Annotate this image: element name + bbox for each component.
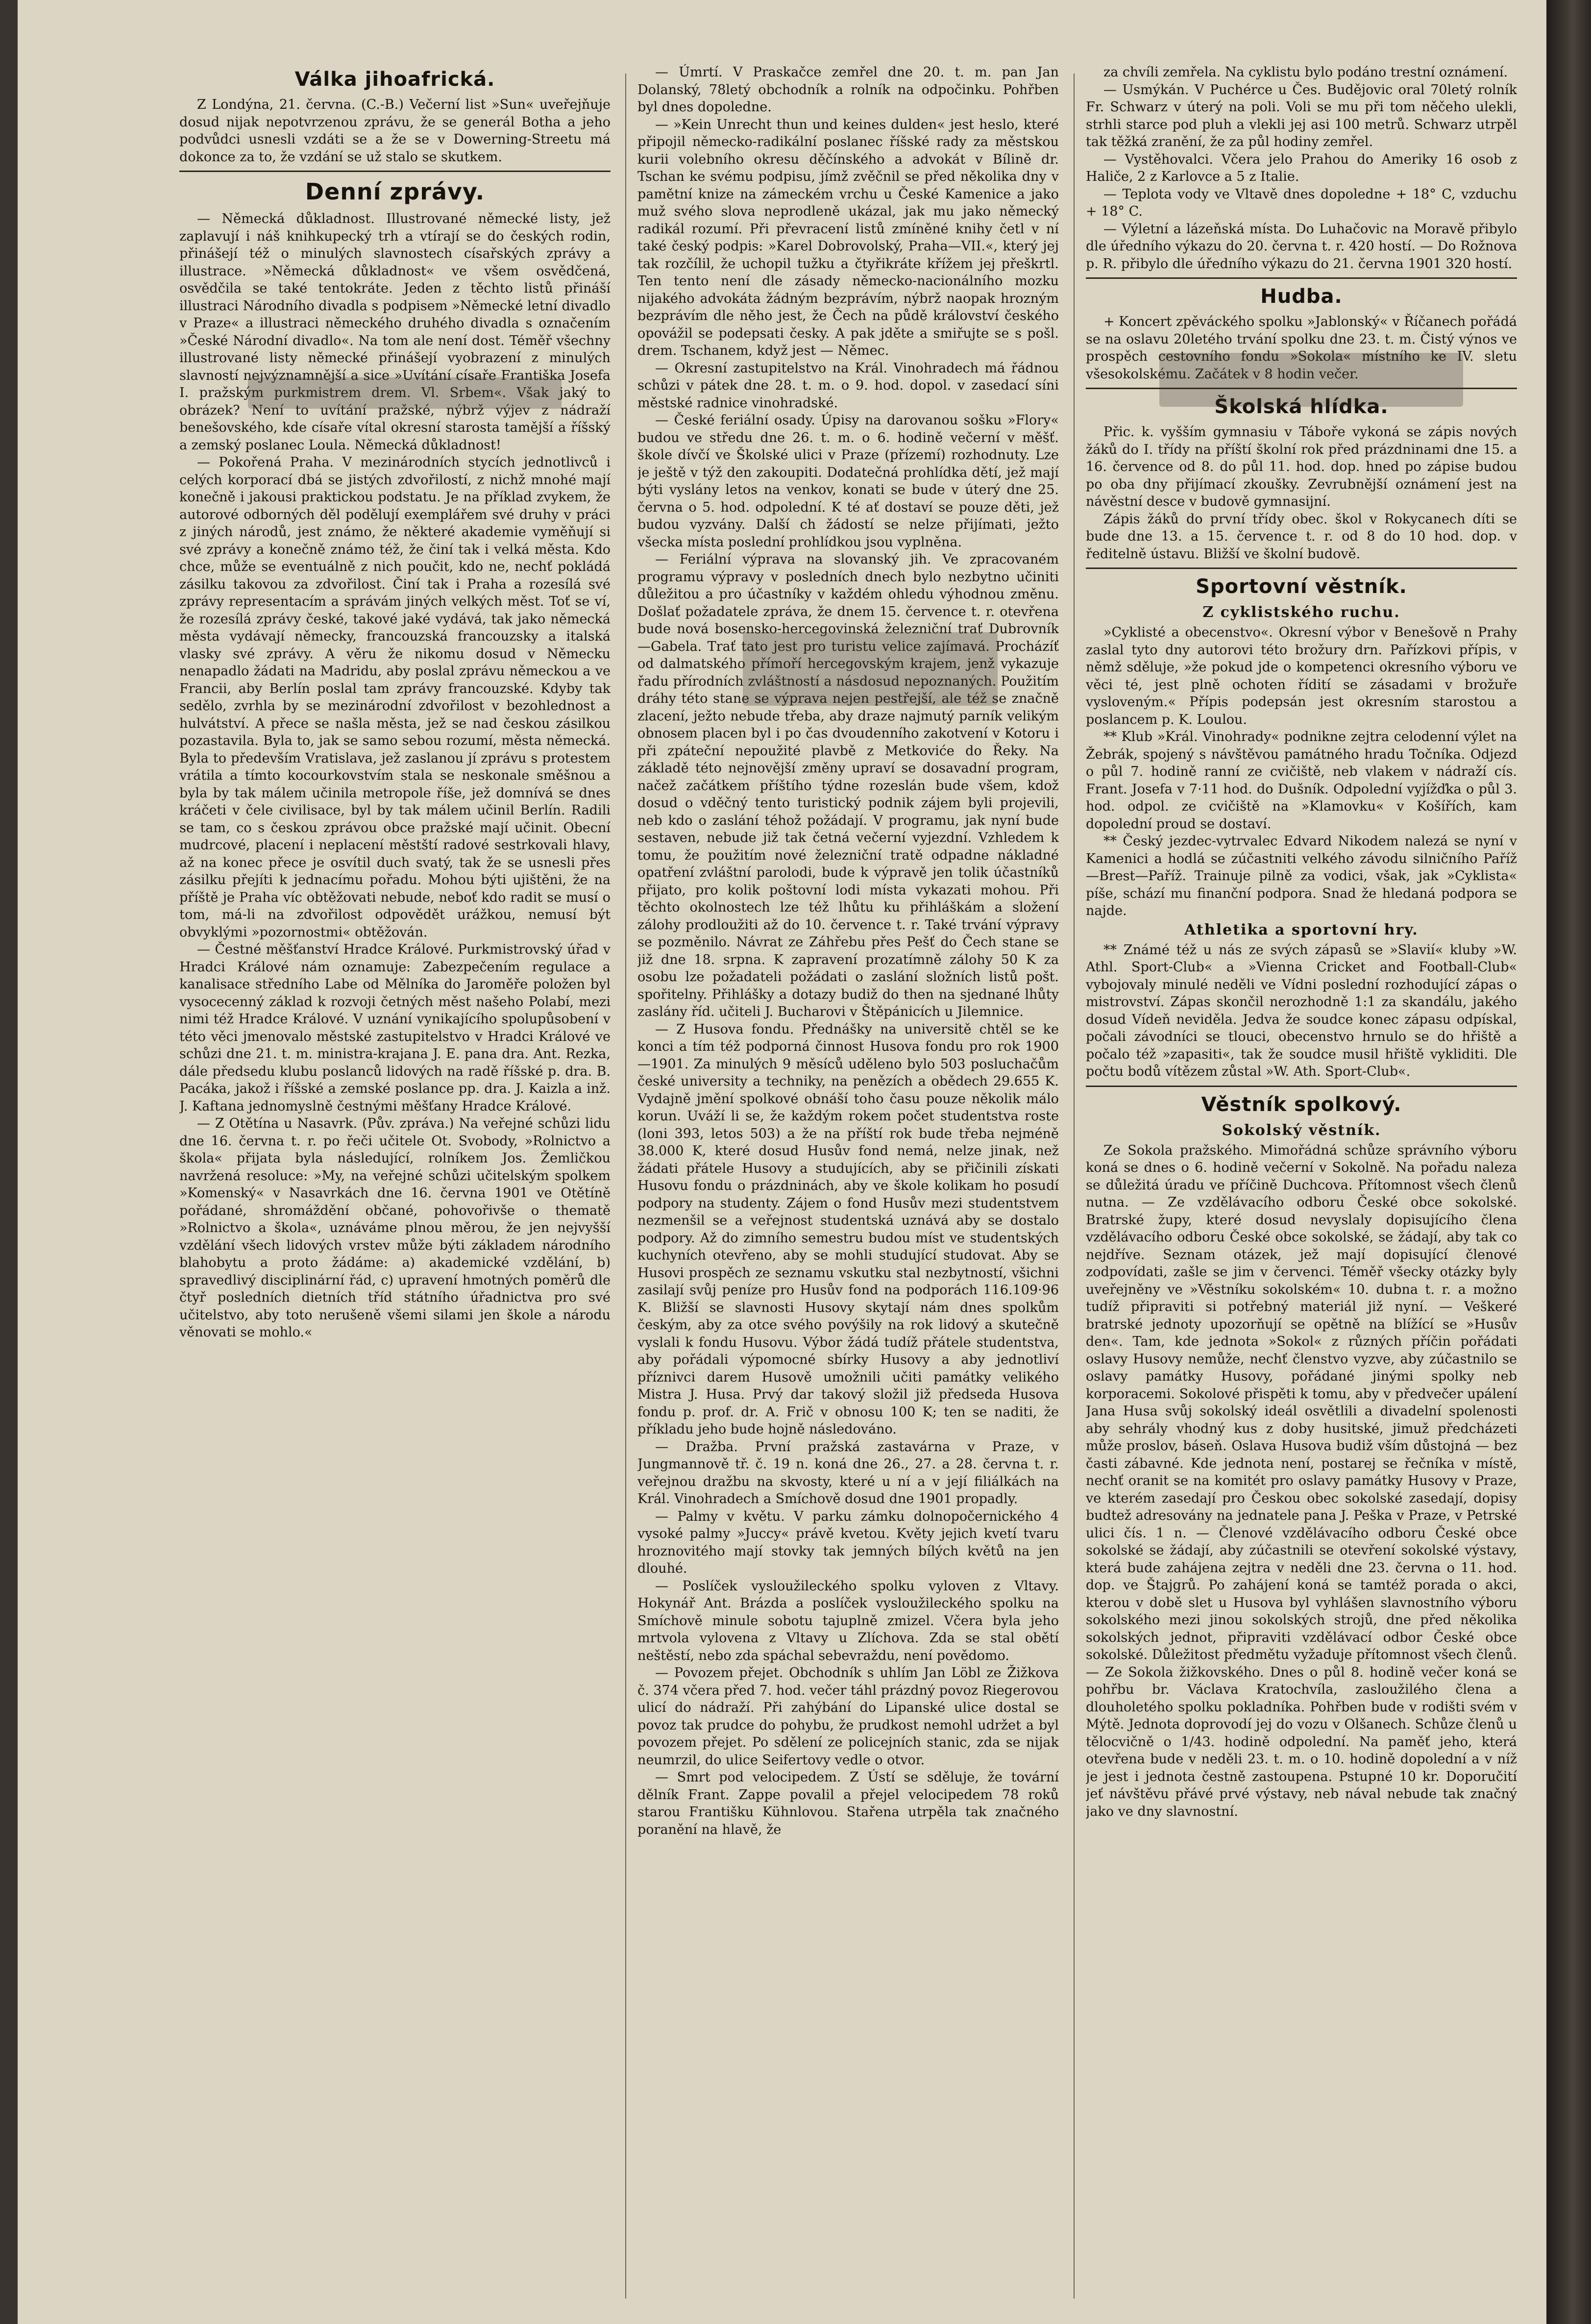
article-german-thoroughness: — Německá důkladnost. Illustrované německé listy, jež zaplavují i náš knihkupecký trh a vtírají se do českých rodin, přinášejí též o minulých slavnostech císařských zprávy a illustrace. »Německá důkladnost« ve všem osvědčená, osvědčila se také tentokráte. Jeden z těchto listů přináší illustraci Národního divadla s podpisem »Německé letní divadlo v Praze« a illustraci německého druhého divadla s označením »České Národní divadlo«. Na tom ale není dost. Téměř všechny illustrované listy německé přinášejí vyobrazení z minulých slavností nejvýznamnější a sice »Uvítání císaře Františka Josefa I. pražským purkmistrem drem. Vl. Srbem«. Však jaký to obrázek? Není to uvítání pražské, nýbrž výjev z nádraží benešovského, kde císaře vítal okresní starosta tamější a říšský a zemský poslanec Loula. Německá důkladnost! [179,211,611,453]
article-holiday-colonies: — České feriální osady. Úpisy na darovanou sošku »Flory« budou ve středu dne 26. t. m. o 6. hodině večerní v měšť. škole dívčí ve Školské ulici v Praze (přízemí) rozhodnuty. Lze je ještě v týž den zakoupiti. Dodatečná prohlídka dětí, jež mají býti vyslány letos na venkov, konati se bude v úterý dne 25. června o 5. hod. odpolední. K té ať dostaví se pouze děti, jež budou vyzvány. Další ch žádostí se nelze přijímati, ježto všecka místa poslední prohlídkou jsou vyplněna. [637,413,1059,550]
article-concert: + Koncert zpěváckého spolku »Jablonský« v Říčanech pořádá se na oslavu 20letého trvání spolku dne 23. t. m. Čistý výnos ve prospěch cestovního fondu »Sokola« místního ke IV. sletu všesokolskému. Začátek v 8 hodin večer. [1086,314,1517,382]
section-title-associations: Věstník spolkový. [1201,1093,1402,1116]
article-rokycany: Zápis žáků do první třídy obec. škol v Rokycanech díti se bude dne 13. a 15. července t. r. od 8 do 10 hod. dop. v ředitelně ústavu. Bližší ve školní budově. [1086,511,1517,562]
article-spa-places: — Výletní a lázeňská místa. Do Luhačovic na Moravě přibylo dle úředního výkazu do 20. června t. r. 420 hostí. — Do Rožnova p. R. přibylo dle úředního výkazu do 21. června 1901 320 hostí. [1086,221,1517,272]
subsection-athletics: Athletika a sportovní hry. [1184,921,1419,939]
ink-smudge [248,377,562,409]
article-dragged: — Usmýkán. V Puchérce u Čes. Budějovic oral 70letý rolník Fr. Schwarz v úterý na poli. Voli se mu při tom něčeho ulekli, strhli starce pod pluh a vlekli jej asi 100 metrů. Schwarz utrpěl tak těžká zranění, že za půl hodiny zemřel. [1086,82,1517,149]
subsection-cycling: Z cyklistského ruchu. [1202,604,1400,621]
article-hradec-kralove: — Čestné měšťanství Hradce Králové. Purkmistrovský úřad v Hradci Králové nám oznamuje: Zabezpečením regulace a kanalisace středního Labe od Mělníka do Jaroměře položen byl vysocecenný základ k rozvoji četných měst našeho Polabí, mezi nimi též Hradce Králové. V uznání vynikajícího spolupůsobení v této věci jmenovalo městské zastupitelstvo v Hradci Králové ve schůzi dne 21. t. m. ministra-krajana J. E. pana dra. Ant. Rezka, dále předsedu klubu poslanců lidových na radě říšské p. dra. B. Pacáka, jakož i říšské a zemské poslance pp. dra. J. Kaizla a inž. J. Kaftana jednomyslně čestnými měšťany Hradce Králové. [179,942,611,1114]
article-hus-fund: — Z Husova fondu. Přednášky na universitě chtěl se ke konci a tím též podporná činnost Husova fondu pro rok 1900—1901. Za minulých 9 měsíců uděleno bylo 503 posluchačům české university a techniky, na penězích a obědech 29.655 K. Vydajně jmění spolkové obnáší toho času pouze několik málo korun. Uváží li se, že každým rokem počet studentstva roste (loni 393, letos 503) a že na příští rok bude třeba nejméně 38.000 K, které dosud Husův fond nemá, nelze jinak, než žádati přátele Husovy a studujících, aby se přičinili získati Husovu fondu o prázdninách, aby ve škole kolikam ho posudí podpory na studenty. Zájem o fond Husův mezi studentstvem nezmenšil se a veřejnost studentská uznává aby se dostalo podpory. Až do zimního semestru budou míst ve studentských kuchyních otevřeno, aby se mohli studující studovat. Aby se Husovi prospěch ze seznamu vskutku stal nezbytností, všichni zasilají svůj peníze pro Husův fond na podporách 116.109·96 K. Bližší se slavnosti Husovy skytají nám dnes spolkům českým, aby za otce svého povýšily na rok lidový a skutečně vyslali k fondu Husovu. Výbor žádá tudíž přátele studentstva, aby pořádali výpomocné sbírky Husovy a aby jednotliví příznivci darem Husově umožnili učiti památky velikého Mistra J. Husa. Prvý dar takový složil již předseda Husova fondu p. prof. dr. A. Frič v obnosu 100 K; ten se naditi, že příkladu jeho bude hojně následováno. [637,1021,1059,1437]
section-divider [1086,1086,1517,1087]
article-messenger: — Poslíček vysloužileckého spolku vyloven z Vltavy. Hokynář Ant. Brázda a poslíček vysloužileckého spolku na Smíchově minule sobotu tajuplně zmizel. Včera byla jeho mrtvola vylovena z Vltavy u Zlíchova. Zda se stal obětí neštěstí, nebo zda spáchal sebevraždu, není povědomo. [637,1578,1059,1663]
column-rule [1074,74,1075,2299]
article-continued: za chvíli zemřela. Na cyklistu bylo podáno trestní oznámení. [1103,65,1508,80]
article-temperature: — Teplota vody ve Vltavě dnes dopoledne + 18° C, vzduchu + 18° C. [1086,186,1517,219]
article-london: Z Londýna, 21. června. (C.-B.) Večerní list »Sun« uveřejňuje dosud nijak nepotvrzenou zprávu, že se generál Botha a jeho podvůdci usnesli vzdáti se a že se v Dowerning-Streetu má dokonce za to, že vzdání se už stalo se skutkem. [179,97,611,165]
article-football: ** Známé též u nás ze svých zápasů se »Slavií« kluby »W. Athl. Sport-Club« a »Vienna Cricket and Football-Club« vybojovaly minulé neděli ve Vídni poslední rozhodující zápas o mistrovství. Zápas skončil nerozhodně 1:1 za skandálu, jakého dosud Vídeň neviděla. Jedva že soudce konec zápasu odpískal, počali závodníci se tlouci, obecenstvo hrnulo se do hřiště a počalo též »zapasiti«, tak že soudce musil hřiště vykliditi. Dle počtu bodů vítězem zůstal »W. Ath. Sport-Club«. [1086,942,1517,1079]
section-title-school: Školská hlídka. [1214,396,1389,418]
newspaper-page [18,0,1546,2324]
article-kein-unrecht: — »Kein Unrecht thun und keines dulden« jest heslo, které připojil německo-radikální poslanec říšské rady za městskou kurii volebního okresu děčínského a advokát v Bílině dr. Tschan ke svému podpisu, jímž zvěčnil se před několika dny v pamětní knize na zámeckém vrchu u České Kamenice a jako muž svého slova neprodleně ukázal, jak mu jako německý radikál rozumí. Při převracení listů zmíněné knihy četl v ní také český podpis: »Karel Dobrovolský, Praha—VII.«, který jej tak rozčílil, že uchopil tužku a čtyřikráte křížem jej přeškrtl. Ten tento není dle zásady německo-nacionálního mozku nijakého advokáta žádným bezprávím, nýbrž naopak hrozným bezprávím dle něho jest, že Čech na půdě království českého opovážil se podepsati česky. A pak jděte a smiřujte se s pošl. drem. Tschanem, když jest — Němec. [637,117,1059,358]
article-district-council: — Okresní zastupitelstvo na Král. Vinohradech má řádnou schůzi v pátek dne 28. t. m. o 9. hod. dopol. v zasedací síni městské radnice vinohradské. [637,360,1059,411]
article-nikodem: ** Český jezdec-vytrvalec Edvard Nikodem nalezá se nyní v Kamenici a hodlá se zúčastniti velkého závodu silničního Paříž—Brest—Paříž. Trainuje pilně za vodici, však, jak »Cyklista« píše, schází mu finanční podpora. Snad že hledaná podpora se najde. [1086,834,1517,918]
binding-gutter [1546,0,1591,2324]
article-cyclists: »Cyklisté a obecenstvo«. Okresní výbor v Benešově n Prahy zaslal tyto dny autorovi této brožury drn. Pařízkovi přípis, v němž sděluje, »že pokud jde o kompetenci okresního výboru ve věci té, jest plně ochoten řídití se zásadami v brožuře vysloveným.« Přípis podepsán jest okresním starostou a poslancem p. K. Loulou. [1086,625,1517,727]
section-divider [1086,568,1517,569]
section-divider [1086,277,1517,279]
article-run-over: — Povozem přejet. Obchodník s uhlím Jan Löbl ze Žižkova č. 374 včera před 7. hod. večer táhl prázdný povoz Riegerovou ulicí do nádraží. Při zahýbání do Lipanské ulice dostal se povoz tak prudce do pohybu, že prudkost nemohl udržet a byl povozem přejet. Po sdělení ze policejních stanic, zda se nijak neumrzil, do ulice Seifertovy vedle o otvor. [637,1665,1059,1768]
article-tabor-gymnasium: Přic. k. vyšším gymnasiu v Táboře vykoná se zápis nových žáků do I. třídy na příští školní rok před prázdninami dne 15. a 16. července od 8. do půl 11. hod. dop. hned po zápise budou po oba dny přijímací zkoušky. Zevrubnější oznámení jest na návěstní desce v budově gymnasijní. [1086,424,1517,509]
section-title-war: Válka jihoafrická. [294,68,495,91]
article-auction: — Dražba. První pražská zastavárna v Praze, v Jungmannově tř. č. 19 n. koná dne 26., 27. a 28. června t. r. veřejnou dražbu na skvosty, které u ní a v její filiálkách na Král. Vinohradech a Smíchově dosud dne 1901 propadly. [637,1439,1059,1507]
article-otetin: — Z Otětína u Nasavrk. (Pův. zpráva.) Na veřejné schůzi lidu dne 16. června t. r. po řeči učitele Ot. Svobody, »Rolnictvo a škola« přijata byla následující, rolníkem Jos. Žemličkou navržená resoluce: »My, na veřejné schůzi učitelským spolkem »Komenský« v Nasavrkách dne 16. června 1901 ve Otětíně pořádané, shromáždění občané, pohovořivše o thematě »Rolnictvo a škola«, uznáváme plnou měrou, že jen nejvyšší vzdělání všech lidových vrstev může býti základem národního blahobytu a proto žádáme: a) akademické vzdělání, b) spravedlivý disciplinární řád, c) upravení hmotných poměrů dle čtyř posledních dietních tříd státního úřadnictva pro své učitelstvo, aby toto nerušeně všemi silami jen škole a národu věnovati se mohlo.« [179,1116,611,1340]
subsection-sokol: Sokolský věstník. [1222,1121,1381,1139]
ink-smudge [743,632,998,706]
section-title-sport: Sportovní věstník. [1196,575,1407,598]
article-slavic-south-trip: — Feriální výprava na slovanský jih. Ve zpracovaném programu výpravy v posledních dnech bylo nezbytno učiniti důležitou a pro účastníky v každém ohledu výhodnou změnu. Došlať požadatele zprávа, že dnem 15. července t. r. otevřena bude nová bosensko-hercegovinská železniční trať Dubrovník—Gabela. Trať tato jest pro turistu velice zajímavá. Procházíť od dalmatského přímoří hercegovským krajem, jenž vykazuje řadu přírodních zvláštností a násdosud nepoznaných. Použitím dráhy této stane se výprava nejen pestřejší, ale též se značně zlacení, ježto nebude třeba, aby draze najmutý parník velikým obnosem placen byl i po čas dvoudenního zakotvení v Kotoru i při zpáteční nepoužité plavbě z Metkoviće do Řeky. Na základě této nejnovější změny upraví se dosavadní program, načež začátkem příštího týdne rozeslán bude všem, kdož dosud o vděčný tento turistický podnik zájem byli projevili, neb kdo o zaslání téhož požádají. V programu, jak nyní bude sestaven, nebude již tak četná večerní vyjezdní. Vzhledem k tomu, že použitím nové železniční tratě odpadne nákladné opatření zvláštní parolodi, bude k výpravě jen tolik účastníků přijato, pro kolik poštovní lodi místa vykazati mohou. Při těchto okolnostech lze též lhůtu ku přihláškám a složení zálohy prodloužiti až do 10. července t. r. Také trvání výpravy se pozměnilo. Návrat ze Záhřebu přes Pešť do Čech stane se již dne 18. srpna. K zapravení prozatímně zálohy 50 K za osobu lze požadateli požádati o zaslání složních listů pošt. spořitelny. Přihlášky a dotazy budiž do then na sjednané lhůty zaslány říd. učiteli J. Bucharovi v Štěpánicích u Jilemnice. [637,552,1059,1019]
column-rule [625,74,626,2299]
article-palms: — Palmy v květu. V parku zámku dolnopočernického 4 vysoké palmy »Juccy« právě kvetou. Květy jejich kvetí tvaru hroznovitého mají stovky tak jemných bílých květů na jen dlouhé. [637,1508,1059,1576]
article-humbled-prague: — Pokořená Praha. V mezinárodních stycích jednotlivců i celých korporací dbá se jistých zdvořilostí, z nichž mnohé mají konečně i jakousi praktickou podstatu. Je na příklad zvykem, že autorové odborných děl podělují exemplářem své druhy v práci z jiných národů, jest známo, že některé akademie vyměňují si své zprávy a konečně známo též, že činí tak i velká města. Kdo chce, může se eventuálně z nich poučit, kdo ne, nechť pokládá zásilku takovou za zdvořilost. Činí tak i Praha a rozesílá své zprávy representacím a správám jiných velkých měst. Toť se ví, že rozesílá zprávy české, takové jaké vydává, tak jako německá města vydávají německy, francouzská francouzsky a italská vlasky své zprávy. A věru že nikomu dosud v Německu nenapadlo žádati na Madridu, aby poslal zprávu německou a ve Francii, aby Berlín poslal tam zprávy francouzské. Kdyby tak sedělo, zvrhla by se mezinárodní zdvořilost v bezohlednost a hulvátství. A přece se našla města, jež se nad českou zásilkou pozastavila. Byla to, jak se samo sebou rozumí, města německá. Byla to především Vratislava, jež zaslanou jí zprávu s protestem vrátila a tímto kocourkovstvím stala se neskonale směšnou a byla by tak málem učinila metropole říše, jež domnívá se dnes kráčeti v čele civilisace, byl by tak málem učinil Berlín. Radili se tam, co s českou zprávou obce pražské mají učinit. Obecní mudrcové, placení i neplacení městští radové sestrkovali hlavy, až na konec přece je osvítil duch svatý, tak že se usnesli přes zásilku přejíti k jednacímu pořadu. Mohou býti ujištěni, že na příště je Praha víc obtěžovati nebude, neboť kdo radit se musí o tom, má-li na zdvořilost odpovědět urážkou, nemusí být obvyklými »pozornostmi« obtěžován. [179,455,611,940]
article-vinohrady-club: ** Klub »Král. Vinohrady« podnikne zejtra celodenní výlet na Žebrák, spojený s návštěvou památného hradu Točníka. Odjezd o půl 7. hodině ranní ze cvičiště, neb vlakem v nádraží cís. Frant. Josefa v 7·11 hod. do Dušník. Odpolední vyjížďka o půl 3. hod. odpol. ze cvičiště na »Klamovku« v Košířích, kam dopolední proud se dostaví. [1086,729,1517,832]
section-divider [179,171,611,172]
section-title-music: Hudba. [1260,285,1343,308]
article-death: — Úmrtí. V Praskačce zemřel dne 20. t. m. pan Jan Dolanský, 78letý obchodník a rolník na odpočinku. Pohřben byl dnes dopoledne. [637,65,1059,115]
ink-smudge [1159,353,1463,407]
section-title-daily-news: Denní zprávy. [305,178,485,205]
article-emigrants: — Vystěhovalci. Včera jelo Prahou do Ameriky 16 osob z Haliče, 2 z Karlovce a 5 z Italie. [1086,151,1517,184]
column-middle [637,64,1059,2299]
article-sokol: Ze Sokola pražského. Mimořádná schůze správního výboru koná se dnes o 6. hodině večerní v Sokolně. Na pořadu naleza se důležitá úradu ve příčině Duchcova. Přítomnost všech členů nutna. — Ze vzdělávacího odboru České obce sokolské. Bratrské župy, které dosud nevyslaly dopisujícího člena vzdělávacího odboru České obce sokolské, se žádají, aby tak co nejdříve. Seznam otázek, jež mají dopisující členové zodpovídati, zašle se jim v červenci. Téměř všecky otázky byly uveřejněny ve »Věstníku sokolském« 10. dubna t. r. a možno tudíž připraviti si potřebný materiál již nyní. — Veškeré bratrské jednoty upozorňují se opětně na blížící se »Husův den«. Tam, kde jednota »Sokol« z různých příčin pořádati oslavy Husovy nemůže, nechť členstvo vyzve, aby zúčastnilo se oslavy památky Husovy, pořádané jinými spolky neb korporacemi. Sokolové přispěti k tomu, aby v předvečer upálení Jana Husa svůj sokolský ideál osvětlili a divadelní spolenosti aby sehrály vhodný kus z doby husitské, jimuž předcházeti může proslov, báseň. Oslava Husova budiž vším důstojná — bez časti zábavné. Kde jednota není, postarej se řečníka v místě, nechť oranit se na komitét pro oslavy památky Husovy v Praze, ve kterém zasedají pro Českou obec sokolské zasedají, dopisy budtež adresovány na jednatele pana J. Peška v Praze, v Petrské ulici čís. 1 n. — Členové vzdělávacího odboru České obce sokolské se žádají, aby zúčastnili se otevření sokolské výstavy, která bude zahájena zejtra v neděli dne 23. června o 11. hod. dop. ve Štajgrů. Po zahájení koná se tamtéž porada o akci, kterou v době slet u Husova byl vyhlášen slavnostního výboru sokolského mezi jinou sokolských strojů, dne před několika sokolských jednot, připraviti vzdělávací odbor České obce sokolské. Důležitost předmětu vyžaduje přítomnost všech členů. — Ze Sokola žižkovského. Dnes o půl 8. hodině večer koná se pohřbu br. Václava Kratochvíla, zasloužilého člena a dlouholetého spolku pokladníka. Pohřben bude v rodišti svém v Mýtě. Jednota doprovodí jej do vozu v Olšanech. Schůze členů u tělocvičně o 1/43. hodině odpolední. Na paměť jeho, která otevřena bude v neděli 23. t. m. o 10. hodině dopolední a v níž je jest i jednota čestně zastoupena. Pstupné 10 kr. Doporučití jeť návštěvu přávé prvé výstavy, neb nával nebude tak značný jako ve dny slavnostní. [1086,1142,1517,1819]
article-velocipede-death: — Smrt pod velocipedem. Z Ústí se sděluje, že tovární dělník Frant. Zappe povalil a přejel velocipedem 78 roků starou Františku Kühnlovou. Stařena utrpěla tak značného poranění na hlavě, že [637,1770,1059,1837]
